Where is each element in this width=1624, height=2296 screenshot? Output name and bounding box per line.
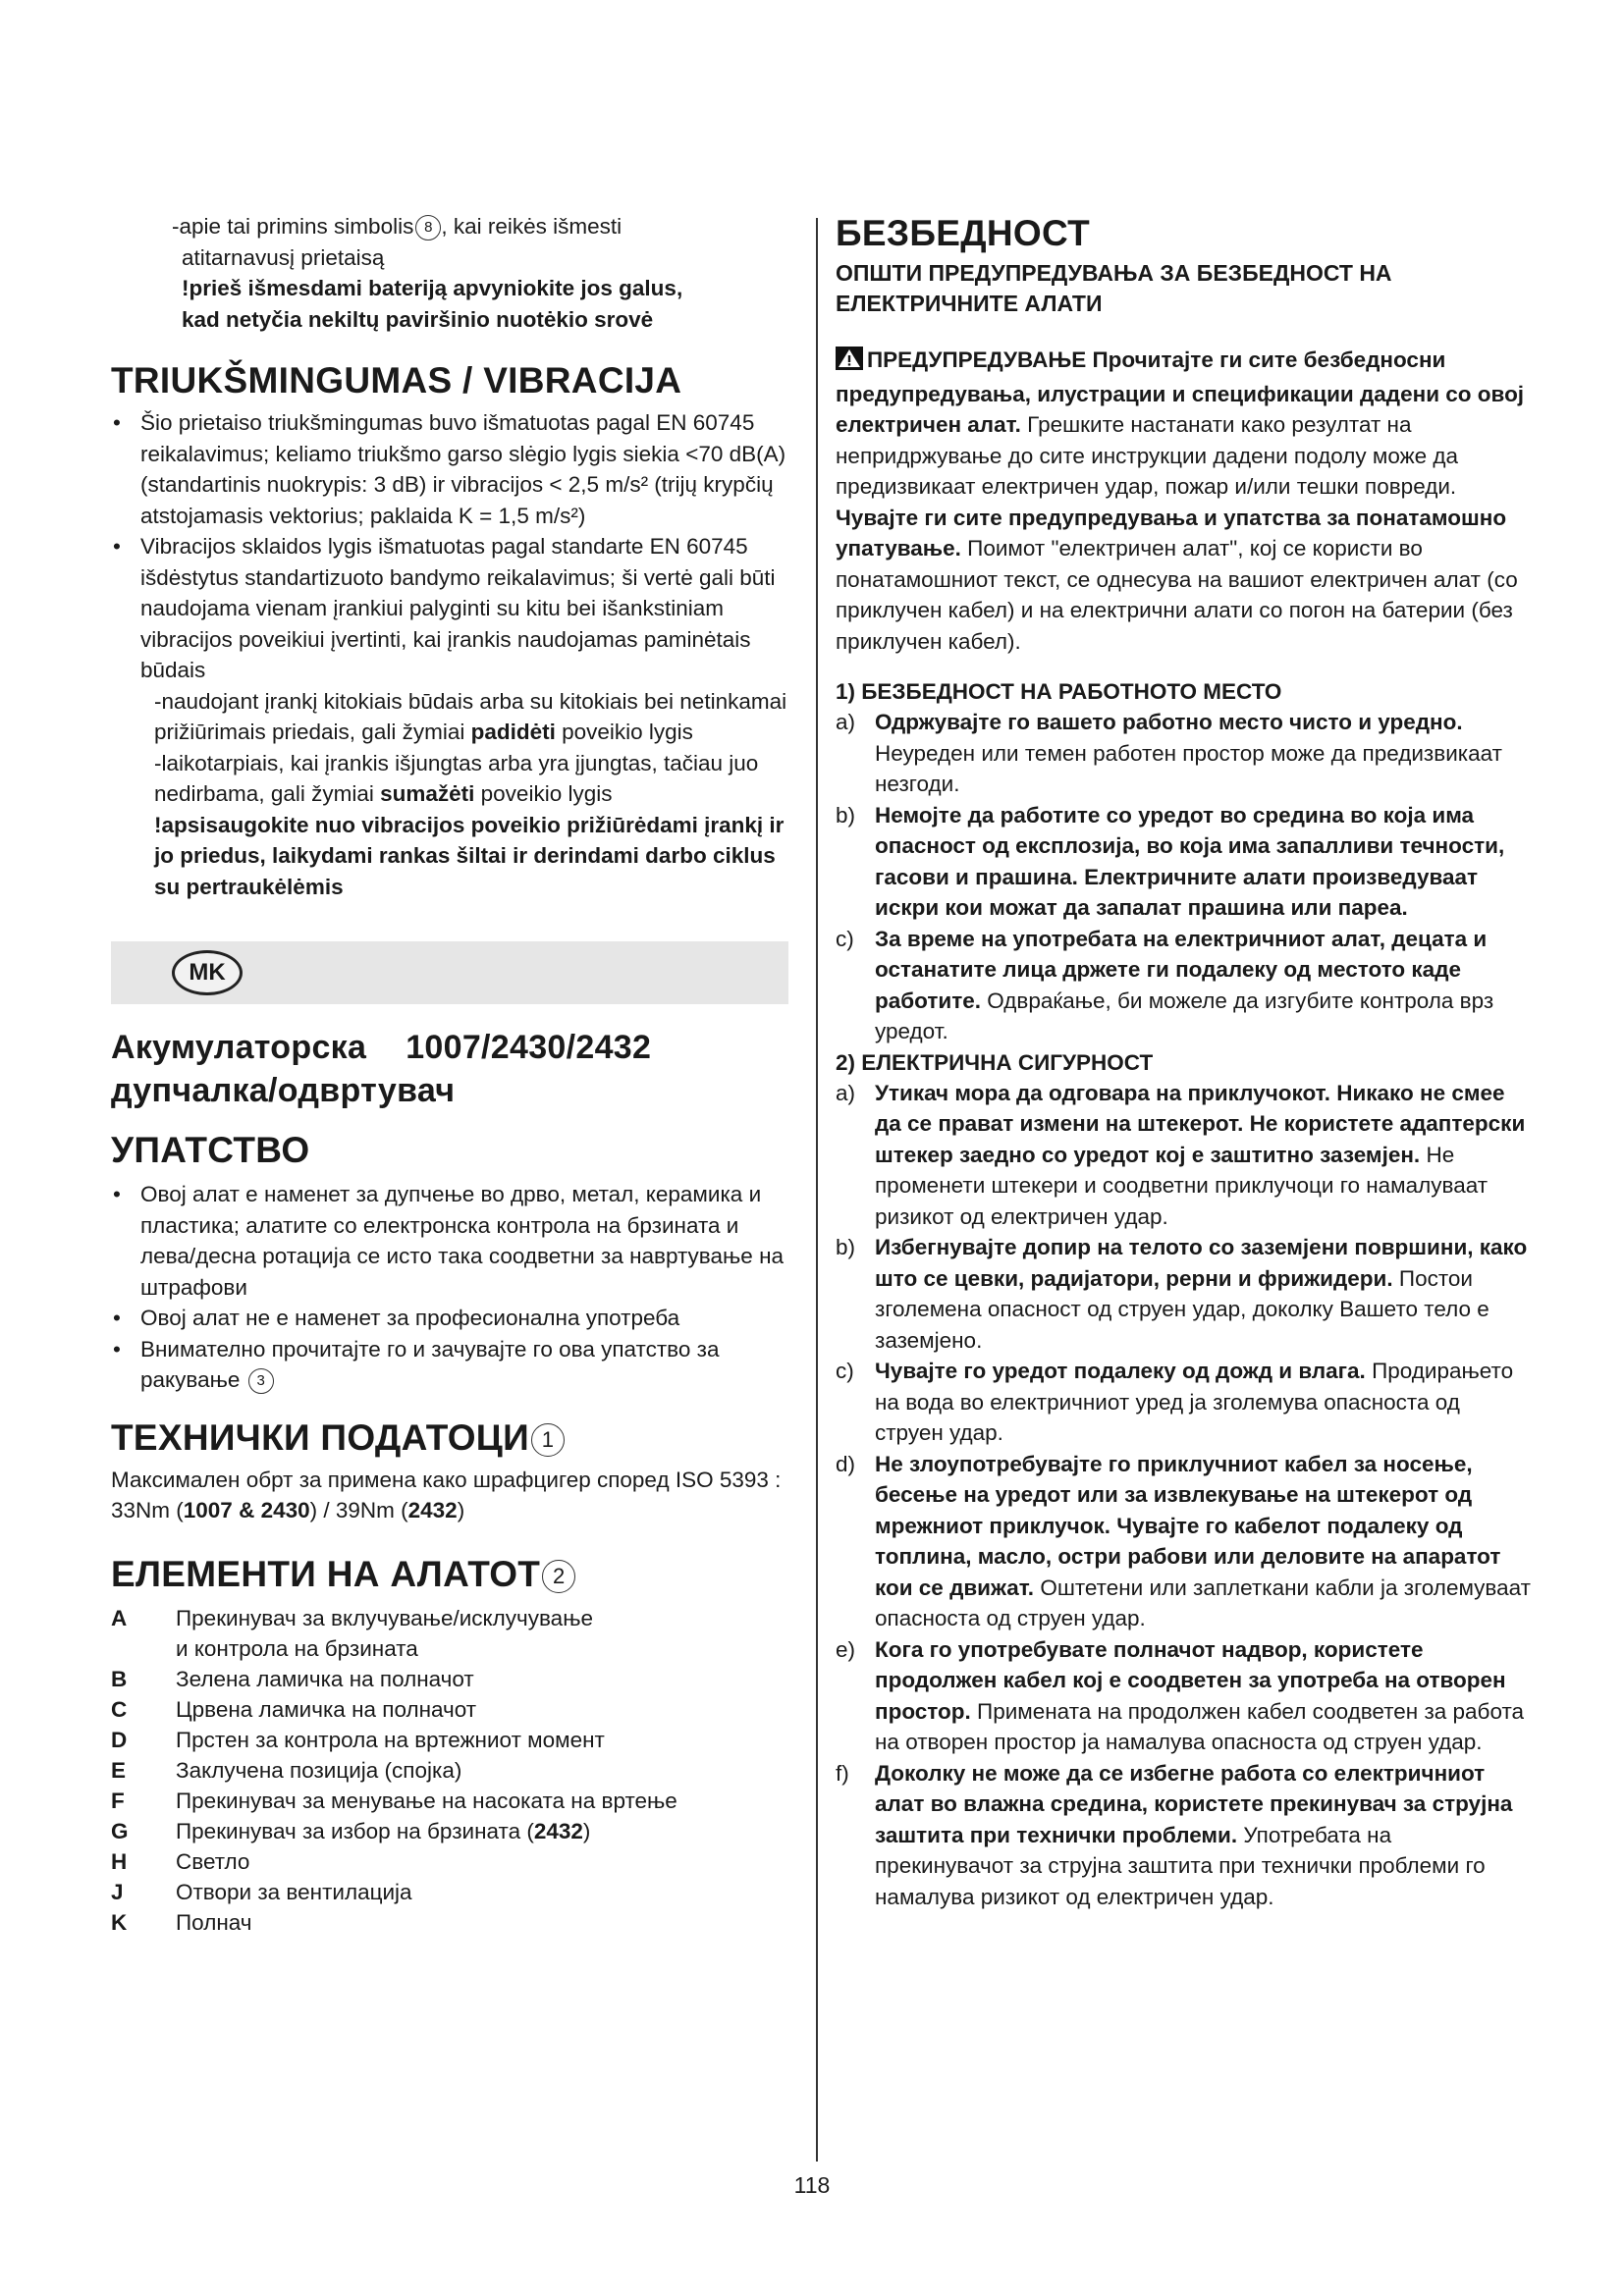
- component-letter: A: [111, 1605, 128, 1630]
- component-item: [111, 1846, 788, 1877]
- safety-item: c) За време на употребата на електричниот алат, децата и останатите лица држете ги подалеку од местото каде работите. Одвраќање, би можеле да изгубите контрола врз уредот.: [836, 926, 1494, 1043]
- disposal-line-1-end: , kai reikės išmesti: [441, 214, 623, 239]
- component-letter: H: [111, 1848, 128, 1874]
- component-item: [111, 1786, 788, 1816]
- component-text: Светло: [176, 1848, 250, 1874]
- disposal-line-2: atitarnavusį prietaisą: [182, 244, 385, 270]
- component-item: [111, 1664, 788, 1694]
- component-letter: C: [111, 1696, 128, 1722]
- safety-item: b) Немојте да работите со уредот во средина во која има опасност од експлозија, во која има запалливи течности, гасови и прашина. Електричните алати произведуваат искри кои можат да запалат прашина или пареа.: [836, 802, 1505, 920]
- component-letter: D: [111, 1727, 128, 1752]
- general-warning-text: ПРЕДУПРЕДУВАЊЕ Прочитајте ги сите безбедносни предупредувања, илустрации и спецификации дадени со овој електричен алат. Грешките настанати како резултат на непридржување до сите инструкции дадени подолу може да предизвикаат електричен удар, пожар и/или тешки повреди. Чувајте ги сите предупредувања и упатства за понатамошно упатување. Поимот "електричен алат", кој се користи во понатамошниот текст, се однесува на вашиот електричен алат (со приклучен кабел) и на електрични алати со погон на батерии (без приклучен кабел).: [836, 347, 1525, 654]
- tech-text: Максимален обрт за примена како шрафцигер според ISO 5393 : 33Nm (1007 & 2430) / 39Nm (2432): [111, 1467, 782, 1522]
- component-item: [111, 1877, 788, 1907]
- component-item: [111, 1816, 788, 1846]
- component-item: [111, 1725, 788, 1755]
- components-list: [111, 1603, 788, 1938]
- component-letter: J: [111, 1879, 124, 1904]
- component-letter: G: [111, 1818, 129, 1843]
- safety-item: a) Утикач мора да одговара на приклучокот. Никако не смее да се прават измени на штекерот. Не користете адаптерски штекер заедно со уредот кој е заштитно заземјен. Не променети штекери и соодветни приклучоци го намалуваат ризикот од електричен удар.: [836, 1080, 1526, 1229]
- disposal-line-1: -apie tai primins simbolis: [172, 214, 414, 239]
- vibration-sub-2: -laikotarpiais, kai įrankis išjungtas arba yra įjungtas, tačiau juo nedirbama, gali žymiai sumažėti poveikio lygis: [154, 750, 759, 806]
- tech-heading: ТЕХНИЧКИ ПОДАТОЦИ 1: [111, 1415, 788, 1461]
- language-bar: [111, 941, 788, 1004]
- symbol-1-icon: 1: [531, 1423, 565, 1457]
- warning-triangle-icon: [836, 347, 863, 379]
- manual-bullet-2: • Овој алат не е наменет за професионална употреба: [111, 1303, 788, 1334]
- safety-item: d) Не злоупотребувајте го приклучниот кабел за носење, бесење на уредот или за извлекување на штекерот од мрежниот приклучок. Чувајте го кабелот подалеку од топлина, масло, остри рабови или деловите на апаратот кои се движат. Оштетени или заплеткани кабли ја зголемуваат опасноста од струен удар.: [836, 1451, 1531, 1630]
- work-area-list: [836, 707, 1533, 1047]
- component-text: Полнач: [176, 1909, 252, 1935]
- component-letter: E: [111, 1757, 127, 1783]
- safety-heading: БЕЗБЕДНОСТ: [836, 213, 1090, 253]
- component-letter: K: [111, 1909, 128, 1935]
- component-text: Прстен за контрола на вртежниот момент: [176, 1727, 605, 1752]
- right-column: [836, 211, 1533, 1912]
- electrical-list: [836, 1078, 1533, 1913]
- battery-warning-2: kad netyčia nekiltų paviršinio nuotėkio srovė: [182, 306, 654, 332]
- symbol-3-icon: 3: [248, 1368, 274, 1394]
- component-text: Црвена ламичка на полначот: [176, 1696, 477, 1722]
- component-text: Отвори за вентилација: [176, 1879, 412, 1904]
- disposal-notes: [111, 211, 788, 335]
- noise-list: [111, 407, 788, 686]
- safety-item: e) Кога го употребувате полначот надвор, користете продолжен кабел кој е соодветен за употреба на отворен простор. Примената на продолжен кабел соодветен за работа на отворен простор ја намалува опасноста од струен удар.: [836, 1636, 1525, 1754]
- component-text: Зелена ламичка на полначот: [176, 1666, 474, 1691]
- vibration-sub-3: !apsisaugokite nuo vibracijos poveikio prižiūrėdami įrankį ir jo priedus, laikydami rankas šiltai ir derindami darbo ciklus su pertraukėlėmis: [154, 812, 785, 899]
- column-divider: [816, 218, 818, 2162]
- safety-item: f) Доколку не може да се избегне работа со електричниот алат во влажна средина, користете прекинувач за струјна заштита при технички проблеми. Употребата на прекинувачот за струјна заштита при технички проблеми го намалува ризикот од електричен удар.: [836, 1760, 1513, 1909]
- page-number: 118: [793, 2172, 831, 2198]
- component-item: [111, 1907, 788, 1938]
- general-warnings-heading: ОПШТИ ПРЕДУПРЕДУВАЊА ЗА БЕЗБЕДНОСТ НА ЕЛЕКТРИЧНИТЕ АЛАТИ: [836, 260, 1392, 316]
- noise-bullet-2: • Vibracijos sklaidos lygis išmatuotas pagal standarte EN 60745 išdėstytus standartizuoto bandymo reikalavimus; ši vertė gali būti naudojama vienam įrankiui palyginti su kitu bei išankstiniam vibracijos poveikiui įvertinti, kai įrankis naudojamas paminėtais būdais: [111, 531, 788, 686]
- manual-heading: УПАТСТВО: [111, 1130, 310, 1170]
- safety-item: a) Одржувајте го вашето работно место чисто и уредно. Неуреден или темен работен простор може да предизвикаат незгоди.: [836, 710, 1502, 796]
- left-column: [111, 211, 788, 1938]
- mk-language-badge: MK: [172, 950, 243, 995]
- battery-warning-1: !prieš išmesdami bateriją apvyniokite jos galus,: [182, 276, 683, 300]
- component-letter: F: [111, 1788, 125, 1813]
- elements-heading: ЕЛЕМЕНТИ НА АЛАТОТ 2: [111, 1552, 788, 1597]
- symbol-8-icon: 8: [415, 215, 441, 240]
- manual-list: [111, 1179, 788, 1396]
- work-area-heading: 1) БЕЗБЕДНОСТ НА РАБОТНОТО МЕСТО: [836, 679, 1282, 704]
- noise-bullet-1: • Šio prietaiso triukšmingumas buvo išmatuotas pagal EN 60745 reikalavimus; keliamo triukšmo garso slėgio lygis siekia <70 dB(A) (standartinis nuokrypis: 3 dB) ir vibracijos < 2,5 m/s² (trijų krypčių atstojamasis vektorius; paklaida K = 1,5 m/s²): [111, 407, 788, 531]
- noise-heading: TRIUKŠMINGUMAS / VIBRACIJA: [111, 360, 682, 400]
- manual-bullet-3: • Внимателно прочитајте го и зачувајте го ова упатство за ракување 3: [111, 1334, 788, 1396]
- product-title: Акумулаторска 1007/2430/2432 дупчалка/одвртувач: [111, 1029, 652, 1109]
- electrical-heading: 2) ЕЛЕКТРИЧНА СИГУРНОСТ: [836, 1049, 1154, 1075]
- component-letter: B: [111, 1666, 128, 1691]
- vibration-sub-1: -naudojant įrankį kitokiais būdais arba su kitokiais bei netinkamai prižiūrimais priedais, gali žymiai padidėti poveikio lygis: [154, 688, 787, 744]
- component-text: Прекинувач за избор на брзината (2432): [176, 1818, 591, 1843]
- symbol-2-icon: 2: [542, 1560, 575, 1593]
- component-text: Прекинувач за вклучување/исклучување и контрола на брзината: [176, 1605, 593, 1661]
- component-text: Прекинувач за менување на насоката на вртење: [176, 1788, 677, 1813]
- component-item: [111, 1755, 788, 1786]
- manual-bullet-1: • Овој алат е наменет за дупчење во дрво, метал, керамика и пластика; алатите со електронска контрола на брзината и лева/десна ротација се исто така соодветни за навртување на штрафови: [111, 1179, 788, 1303]
- safety-item: c) Чувајте го уредот подалеку од дожд и влага. Продирањето на вода во електричниот уред ја зголемува опасноста од струен удар.: [836, 1359, 1514, 1445]
- component-text: Заклучена позиција (спојка): [176, 1757, 462, 1783]
- component-item: [111, 1603, 788, 1664]
- component-item: [111, 1694, 788, 1725]
- safety-item: b) Избегнувајте допир на телото со заземјени површини, како што се цевки, радијатори, рерни и фрижидери. Постои зголемена опасност од струен удар, доколку Вашето тело е заземјено.: [836, 1235, 1528, 1353]
